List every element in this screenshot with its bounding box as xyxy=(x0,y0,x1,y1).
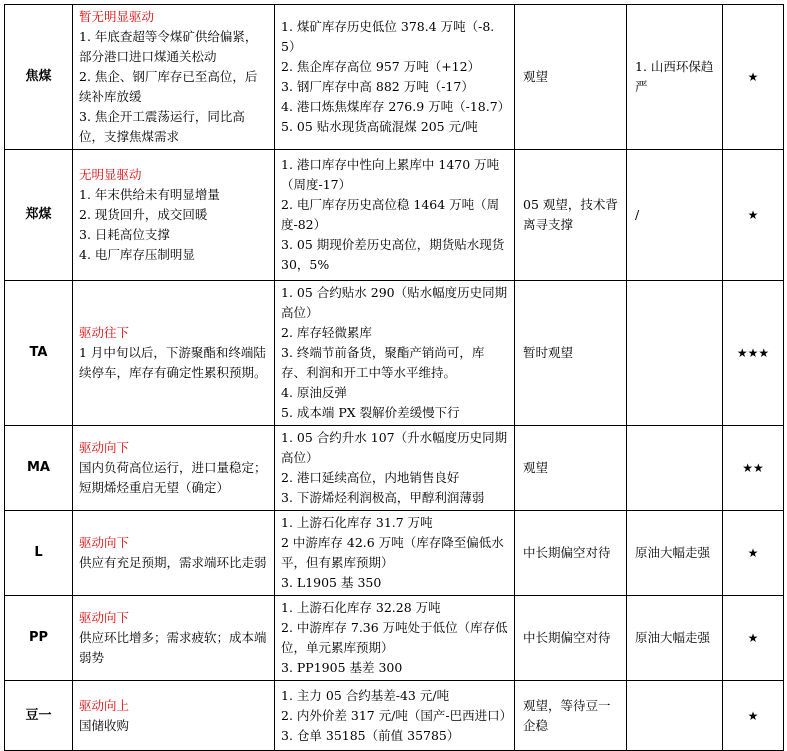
commodity-name: TA xyxy=(5,281,73,426)
table-row xyxy=(5,150,784,281)
fundamental-line: 1. 05 合约贴水 290（贴水幅度历史同期高位） xyxy=(281,285,508,320)
logic-line: 供应有充足预期，需求端环比走弱 xyxy=(79,555,267,570)
fundamental-line: 1. 港口库存中性向上累库中 1470 万吨（周度-17） xyxy=(281,157,500,192)
logic-line: 1. 年末供给未有明显增量 xyxy=(79,187,220,202)
strategy-view: 暂时观望 xyxy=(515,281,627,426)
driver-label: 驱动向下 xyxy=(79,440,130,455)
logic-line: 国内负荷高位运行，进口量稳定；短期烯烃重启无望（确定） xyxy=(79,460,267,495)
table-row xyxy=(5,511,784,596)
table-row xyxy=(5,681,784,751)
rating-stars: ★ xyxy=(723,511,784,596)
commodity-name: PP xyxy=(5,596,73,681)
driver-label: 无明显驱动 xyxy=(79,167,142,182)
commodity-name: 焦煤 xyxy=(5,5,73,150)
table-row xyxy=(5,596,784,681)
logic-line: 3. 日耗高位支撑 xyxy=(79,227,170,242)
table-row xyxy=(5,281,784,426)
driver-logic-cell xyxy=(73,681,275,751)
fundamental-line: 2. 焦企库存高位 957 万吨（+12） xyxy=(281,59,481,74)
fundamentals-cell xyxy=(275,426,515,511)
driver-logic-cell xyxy=(73,281,275,426)
driver-logic-cell xyxy=(73,5,275,150)
fundamental-line: 5. 05 贴水现货高硫混煤 205 元/吨 xyxy=(281,119,478,134)
strategy-view: 05 观望，技术背离寻支撑 xyxy=(515,150,627,281)
risk-note: 1. 山西环保趋严 xyxy=(627,5,723,150)
fundamental-line: 4. 港口炼焦煤库存 276.9 万吨（-18.7） xyxy=(281,99,511,114)
fundamentals-cell xyxy=(275,681,515,751)
driver-logic-cell xyxy=(73,596,275,681)
commodity-strategy-table xyxy=(4,4,784,751)
fundamental-line: 3. 下游烯烃利润极高，甲醇利润薄弱 xyxy=(281,490,485,505)
driver-label: 驱动向下 xyxy=(79,535,130,550)
fundamental-line: 1. 主力 05 合约基差-43 元/吨 xyxy=(281,687,450,703)
fundamental-line: 3. 钢厂库存中高 882 万吨（-17） xyxy=(281,79,474,94)
fundamental-line: 1. 上游石化库存 32.28 万吨 xyxy=(281,600,441,615)
fundamentals-cell xyxy=(275,5,515,150)
rating-stars: ★★★ xyxy=(723,281,784,426)
driver-label: 暂无明显驱动 xyxy=(79,9,155,24)
rating-stars: ★ xyxy=(723,5,784,150)
risk-note xyxy=(627,426,723,511)
logic-line: 1 月中旬以后，下游聚酯和终端陆续停车，库存有确定性累积预期。 xyxy=(79,345,267,380)
logic-line: 4. 电厂库存压制明显 xyxy=(79,247,195,262)
risk-note: 原油大幅走强 xyxy=(627,596,723,681)
strategy-view: 观望 xyxy=(515,5,627,150)
commodity-name: 豆一 xyxy=(5,681,73,751)
risk-note: 原油大幅走强 xyxy=(627,511,723,596)
fundamentals-cell xyxy=(275,511,515,596)
fundamental-line: 3. L1905 基 350 xyxy=(281,575,382,590)
fundamentals-cell xyxy=(275,281,515,426)
driver-logic-cell xyxy=(73,426,275,511)
fundamental-line: 4. 原油反弹 xyxy=(281,385,347,400)
risk-note: / xyxy=(627,150,723,281)
strategy-view: 观望 xyxy=(515,426,627,511)
fundamental-line: 1. 煤矿库存历史低位 378.4 万吨（-8.5） xyxy=(281,19,495,54)
driver-label: 驱动往下 xyxy=(79,325,130,340)
fundamental-line: 3. 05 期现价差历史高位，期货贴水现货 30，5% xyxy=(281,237,505,272)
rating-stars: ★ xyxy=(723,150,784,281)
fundamentals-cell xyxy=(275,596,515,681)
rating-stars: ★ xyxy=(723,681,784,751)
table-row xyxy=(5,5,784,150)
fundamental-line: 5. 成本端 PX 裂解价差缓慢下行 xyxy=(281,405,460,420)
logic-line: 2. 现货回升，成交回暖 xyxy=(79,207,208,222)
logic-line: 2. 焦企、钢厂库存已至高位，后续补库放缓 xyxy=(79,69,258,104)
commodity-name: MA xyxy=(5,426,73,511)
logic-line: 3. 焦企开工震荡运行，同比高位，支撑焦煤需求 xyxy=(79,109,245,144)
driver-logic-cell xyxy=(73,150,275,281)
fundamental-line: 2 中游库存 42.6 万吨（库存降至偏低水平，但有累库预期） xyxy=(281,535,504,570)
risk-note xyxy=(627,681,723,751)
commodity-name: L xyxy=(5,511,73,596)
fundamental-line: 2. 港口延续高位，内地销售良好 xyxy=(281,470,460,485)
commodity-name: 郑煤 xyxy=(5,150,73,281)
fundamental-line: 1. 上游石化库存 31.7 万吨 xyxy=(281,515,433,530)
risk-note xyxy=(627,281,723,426)
fundamentals-cell xyxy=(275,150,515,281)
rating-stars: ★★ xyxy=(723,426,784,511)
strategy-view: 中长期偏空对待 xyxy=(515,511,627,596)
fundamental-line: 3. PP1905 基差 300 xyxy=(281,660,403,675)
fundamental-line: 2. 内外价差 317 元/吨（国产-巴西进口） xyxy=(281,707,513,723)
table-body xyxy=(5,5,784,751)
driver-label: 驱动向下 xyxy=(79,610,130,625)
fundamental-line: 2. 中游库存 7.36 万吨处于低位（库存低位，单元累库预期） xyxy=(281,620,508,655)
driver-label: 驱动向上 xyxy=(79,697,130,713)
logic-line: 国储收购 xyxy=(79,717,130,733)
driver-logic-cell xyxy=(73,511,275,596)
logic-line: 1. 年底查超等令煤矿供给偏紧，部分港口进口煤通关松动 xyxy=(79,29,258,64)
fundamental-line: 2. 电厂库存历史高位稳 1464 万吨（周度-82） xyxy=(281,197,500,232)
fundamental-line: 2. 库存轻微累库 xyxy=(281,325,372,340)
strategy-view: 观望，等待豆一企稳 xyxy=(515,681,627,751)
fundamental-line: 3. 终端节前备货，聚酯产销尚可，库存、利润和开工中等水平维持。 xyxy=(281,345,485,380)
rating-stars: ★ xyxy=(723,596,784,681)
fundamental-line: 3. 仓单 35185（前值 35785） xyxy=(281,727,460,743)
strategy-view: 中长期偏空对待 xyxy=(515,596,627,681)
table-row xyxy=(5,426,784,511)
fundamental-line: 1. 05 合约升水 107（升水幅度历史同期高位） xyxy=(281,430,508,465)
logic-line: 供应环比增多；需求疲软；成本端弱势 xyxy=(79,630,267,665)
